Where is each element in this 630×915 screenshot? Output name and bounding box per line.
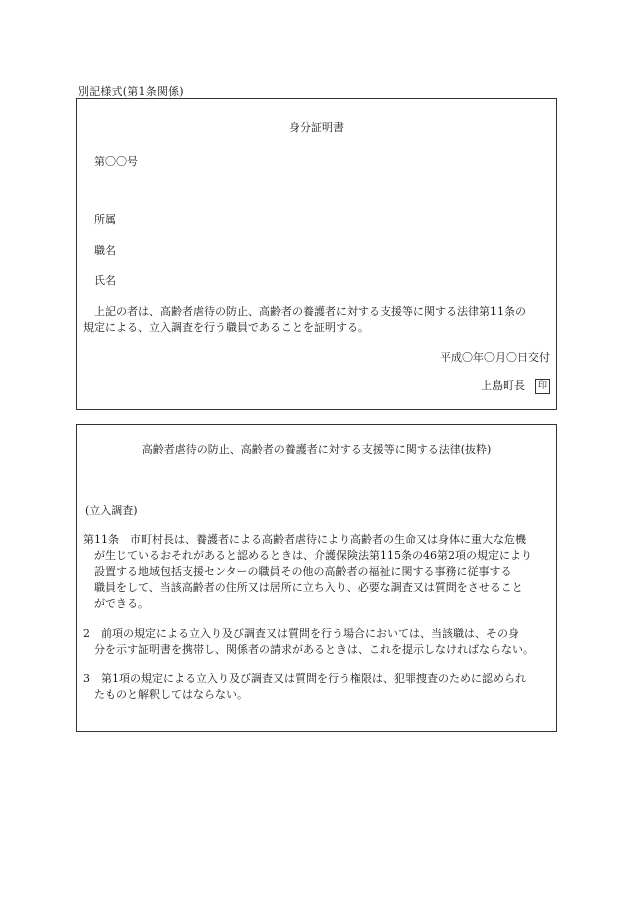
certificate-statement-line1: 上記の者は、高齢者虐待の防止、高齢者の養護者に対する支援等に関する法律第11条の bbox=[94, 305, 526, 318]
position-label: 職名 bbox=[94, 244, 116, 257]
form-label: 別記様式(第1条関係) bbox=[78, 85, 184, 98]
excerpt-heading: (立入調査) bbox=[85, 504, 138, 517]
seal-stamp: 印 bbox=[535, 379, 550, 394]
identification-certificate bbox=[76, 98, 557, 410]
issuer-block bbox=[481, 377, 550, 394]
certificate-statement-line2: 規定による、立入調査を行う職員であることを証明する。 bbox=[83, 321, 369, 334]
affiliation-label: 所属 bbox=[94, 213, 116, 226]
issuer-name: 上島町長 bbox=[481, 379, 525, 392]
article11-line: ができる。 bbox=[94, 597, 149, 610]
article11-line: が生じているおそれがあると認めるときは、介護保険法第115条の46第2項の規定により bbox=[94, 549, 532, 562]
article11-line: 設置する地域包括支援センターの職員その他の高齢者の福祉に関する事務に従事する bbox=[94, 565, 512, 578]
paragraph2-line: 分を示す証明書を携帯し、関係者の請求があるときは、これを提示しなければならない。 bbox=[94, 643, 534, 656]
excerpt-title: 高齢者虐待の防止、高齢者の養護者に対する支援等に関する法律(抜粋) bbox=[141, 443, 492, 456]
law-excerpt bbox=[76, 424, 557, 732]
paragraph3-line: たものと解釈してはならない。 bbox=[94, 688, 248, 701]
certificate-number: 第〇〇号 bbox=[94, 155, 138, 168]
paragraph2-line: 2 前項の規定による立入り及び調査又は質問を行う場合においては、当該職は、その身 bbox=[83, 627, 519, 640]
article11-line: 第11条 市町村長は、養護者による高齢者虐待により高齢者の生命又は身体に重大な危機 bbox=[83, 533, 526, 546]
certificate-title: 身分証明書 bbox=[289, 121, 344, 134]
name-label: 氏名 bbox=[94, 274, 116, 287]
paragraph3-line: 3 第1項の規定による立入り及び調査又は質問を行う権限は、犯罪捜査のために認められ bbox=[83, 672, 526, 685]
issue-date: 平成〇年〇月〇日交付 bbox=[440, 351, 550, 364]
article11-line: 職員をして、当該高齢者の住所又は居所に立ち入り、必要な調査又は質問をさせること bbox=[94, 581, 523, 594]
